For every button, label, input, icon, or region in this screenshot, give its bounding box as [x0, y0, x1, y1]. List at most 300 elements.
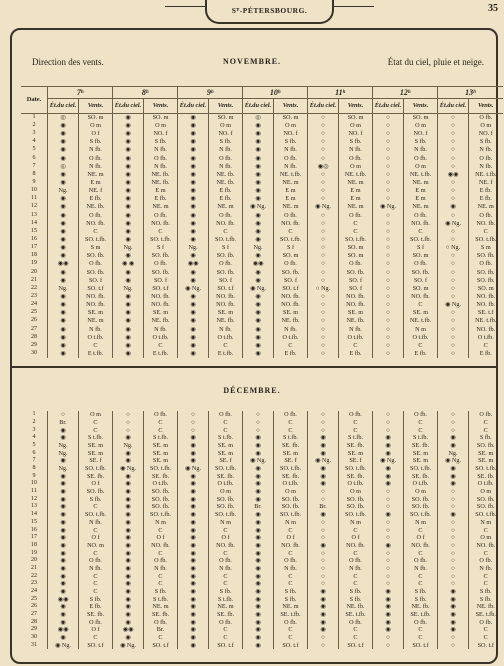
wind-cell: NO. f	[339, 130, 373, 138]
sky-state-cell: ◉	[48, 146, 79, 154]
wind-cell: N fb.	[209, 325, 243, 333]
sky-state-cell: ○	[373, 526, 404, 534]
sky-state-cell: ◉	[48, 138, 79, 146]
wind-cell: SE. fb.	[209, 611, 243, 619]
sky-state-cell: ○	[373, 519, 404, 527]
wind-cell: NE. m	[274, 179, 308, 187]
sky-state-cell: ◉	[113, 333, 144, 341]
wind-cell: N fb.	[209, 146, 243, 154]
sky-state-cell: ◉	[113, 236, 144, 244]
wind-cell: C	[79, 227, 113, 235]
sky-state-cell: ◉	[373, 473, 404, 481]
sky-state-cell: ◉	[113, 519, 144, 527]
sky-state-cell: ◉	[438, 511, 469, 519]
wind-cell: NO. fb.	[404, 293, 438, 301]
date-cell: 9	[32, 472, 36, 479]
wind-cell: O fb.	[339, 260, 373, 268]
sky-state-cell: ◉	[113, 170, 144, 178]
hour-header: 13ʰ	[438, 87, 503, 99]
wind-cell: SO. t.fb.	[209, 465, 243, 473]
sky-state-cell: ◉	[243, 341, 274, 349]
wind-cell: SO. fb.	[469, 503, 503, 511]
wind-cell: O t.fb.	[469, 480, 503, 488]
wind-cell: C	[274, 526, 308, 534]
sky-state-cell: ◉	[113, 480, 144, 488]
wind-cell: NO. fb.	[144, 219, 178, 227]
sky-state-cell: ◉	[308, 596, 339, 604]
sky-state-cell: ◉	[243, 301, 274, 309]
sky-state-cell: ◉	[48, 154, 79, 162]
sky-state-cell: ◉	[113, 449, 144, 457]
city-cartouche	[205, 0, 334, 24]
wind-cell: C	[274, 634, 308, 642]
sky-state-cell: ◉	[243, 449, 274, 457]
wind-cell: S fb.	[144, 138, 178, 146]
wind-cell: SO. t.f	[469, 642, 503, 650]
sky-state-cell: ◉	[48, 565, 79, 573]
date-cell: 27	[31, 611, 37, 618]
sky-state-cell: ◉	[178, 542, 209, 550]
wind-cell: S fb.	[274, 596, 308, 604]
wind-cell: O fb.	[144, 260, 178, 268]
wind-cell: SO. t.f	[209, 642, 243, 650]
sky-state-cell: ◉	[113, 534, 144, 542]
sky-state-cell: ○	[373, 426, 404, 434]
wind-header: Vents.	[79, 99, 113, 114]
wind-cell: O t.fb.	[469, 333, 503, 341]
wind-cell: O t.fb.	[209, 480, 243, 488]
table-row	[21, 317, 503, 325]
sky-state-cell: ◉	[113, 572, 144, 580]
wind-cell: NO. f	[274, 130, 308, 138]
wind-cell: C	[339, 526, 373, 534]
wind-cell: N fb.	[274, 565, 308, 573]
sky-state-cell: ◉	[113, 219, 144, 227]
sky-state-cell: ◉	[48, 179, 79, 187]
date-cell: 24	[31, 588, 37, 594]
wind-cell: SE. fb.	[339, 442, 373, 450]
wind-cell: O fb.	[404, 154, 438, 162]
date-cell: 31	[31, 641, 37, 648]
wind-cell: O fb.	[209, 411, 243, 419]
sky-state-cell: ◉	[113, 293, 144, 301]
sky-state-cell: ◉◉	[48, 596, 79, 604]
sky-state-cell: ○	[373, 301, 404, 309]
wind-cell: C	[469, 426, 503, 434]
table-row	[21, 260, 503, 268]
wind-cell: NO. fb.	[144, 301, 178, 309]
table-row	[21, 325, 503, 333]
sky-state-header: Ét.du ciel.	[178, 99, 209, 114]
sky-state-cell: ○	[373, 219, 404, 227]
sky-state-cell: ○	[308, 496, 339, 504]
sky-state-cell: ◉	[48, 293, 79, 301]
sky-state-cell: ○	[308, 146, 339, 154]
table-row	[21, 301, 503, 309]
wind-cell: O fb.	[144, 557, 178, 565]
wind-cell: NO. fb.	[404, 219, 438, 227]
sky-state-cell: ◉ Ng.	[178, 465, 209, 473]
sky-state-cell: ◉◎	[308, 162, 339, 170]
table-row	[21, 434, 503, 442]
sky-state-header: Ét.du ciel.	[438, 99, 469, 114]
wind-cell: SO. fb.	[209, 496, 243, 504]
sky-state-cell: ◉	[243, 293, 274, 301]
wind-cell: NE. t.fb.	[404, 317, 438, 325]
wind-cell: O fb.	[209, 619, 243, 627]
wind-cell: N m	[404, 325, 438, 333]
sky-state-cell: ◉	[113, 122, 144, 130]
wind-cell: SO. fb.	[469, 252, 503, 260]
wind-cell: C	[209, 580, 243, 588]
sky-state-cell: ◉	[48, 276, 79, 284]
sky-state-cell: ◉	[243, 465, 274, 473]
wind-cell: O fb.	[274, 411, 308, 419]
date-cell: 27	[31, 325, 37, 332]
wind-cell: S fb.	[79, 496, 113, 504]
wind-cell: Br.	[144, 626, 178, 634]
wind-cell: N fb.	[209, 162, 243, 170]
wind-cell: E fb.	[469, 187, 503, 195]
wind-cell: C	[79, 341, 113, 349]
date-cell: 29	[31, 626, 37, 633]
sky-state-cell: ◉	[113, 146, 144, 154]
wind-cell: C	[469, 572, 503, 580]
sky-state-cell: ○	[308, 179, 339, 187]
wind-cell: SO. m	[274, 252, 308, 260]
sky-state-cell: ◉	[178, 549, 209, 557]
table-row	[21, 465, 503, 473]
sky-state-cell: ◉ Ng.	[178, 284, 209, 292]
wind-cell: NE. m	[209, 603, 243, 611]
wind-cell: O fb.	[144, 211, 178, 219]
wind-cell: NO. f	[404, 130, 438, 138]
wind-cell: NO. fb.	[339, 301, 373, 309]
date-cell: 12	[31, 495, 37, 502]
sky-state-cell: ◉	[308, 619, 339, 627]
sky-state-cell: ◉	[113, 588, 144, 596]
date-cell: 24	[31, 301, 37, 308]
wind-cell: S fb.	[209, 138, 243, 146]
sky-state-cell: ◉	[113, 549, 144, 557]
wind-cell: NE. m	[79, 170, 113, 178]
wind-cell: NO. f	[144, 130, 178, 138]
wind-cell: SO. t.f	[144, 284, 178, 292]
sky-state-cell: ◉	[48, 549, 79, 557]
wind-cell: S f	[274, 244, 308, 252]
wind-cell: E m	[339, 195, 373, 203]
wind-cell: SE. m	[144, 449, 178, 457]
sky-state-cell: ○	[308, 138, 339, 146]
sky-state-cell: ○	[308, 634, 339, 642]
date-cell: 21	[31, 564, 37, 571]
sky-state-cell: ◉	[243, 542, 274, 550]
sky-state-cell: Ng.	[178, 244, 209, 252]
wind-cell: NO. m	[79, 542, 113, 550]
date-cell: 6	[32, 449, 36, 456]
wind-cell: S fb.	[469, 596, 503, 604]
wind-cell: SO. t.fb.	[404, 236, 438, 244]
sky-state-cell: ◉	[113, 187, 144, 195]
wind-cell: SO. t.f	[79, 284, 113, 292]
wind-cell: C	[404, 227, 438, 235]
wind-cell: NE. fb.	[209, 179, 243, 187]
sky-state-cell: ◉	[113, 268, 144, 276]
wind-cell: NO. fb.	[469, 293, 503, 301]
sky-state-cell: ◉	[113, 565, 144, 573]
wind-cell: O m	[469, 122, 503, 130]
table-row	[21, 244, 503, 252]
sky-state-cell: ◉	[308, 542, 339, 550]
wind-cell: SO. m	[144, 114, 178, 122]
wind-cell: SE. m	[339, 449, 373, 457]
wind-cell: SE. m	[209, 442, 243, 450]
wind-cell: C	[404, 572, 438, 580]
table-row	[21, 211, 503, 219]
table-row	[21, 580, 503, 588]
wind-cell: SO. m	[274, 114, 308, 122]
wind-cell: C	[274, 580, 308, 588]
sky-state-cell: ○	[308, 268, 339, 276]
table-row	[21, 565, 503, 573]
sky-state-cell: ◉	[113, 309, 144, 317]
sky-state-cell: ◉	[373, 603, 404, 611]
wind-cell: C	[274, 341, 308, 349]
wind-cell: NO. fb.	[79, 219, 113, 227]
wind-cell: NO. fb.	[144, 293, 178, 301]
sky-state-cell: ○	[308, 293, 339, 301]
sky-state-cell: ◉	[48, 526, 79, 534]
sky-state-cell: ○	[308, 341, 339, 349]
sky-state-cell: ○	[373, 317, 404, 325]
date-cell: 8	[32, 170, 36, 177]
sky-state-cell: ◉	[178, 317, 209, 325]
wind-cell: O m	[469, 488, 503, 496]
wind-cell: SO. t.f	[79, 642, 113, 650]
wind-cell: E t.fb.	[79, 350, 113, 358]
wind-cell: N m	[209, 519, 243, 527]
sky-state-header: Ét.du ciel.	[243, 99, 274, 114]
sky-state-cell: ◉	[308, 473, 339, 481]
sky-state-cell: ○	[308, 534, 339, 542]
wind-header: Vents.	[469, 99, 503, 114]
sky-state-cell: ◉	[178, 276, 209, 284]
sky-state-cell: ◉	[308, 588, 339, 596]
sky-state-cell: ○	[438, 488, 469, 496]
wind-cell: O m	[404, 488, 438, 496]
table-row	[21, 268, 503, 276]
wind-cell: C	[404, 634, 438, 642]
wind-cell: E fb.	[209, 195, 243, 203]
sky-state-cell: ◉	[438, 626, 469, 634]
wind-cell: N fb.	[469, 146, 503, 154]
date-cell: 18	[31, 252, 37, 259]
wind-cell: N fb.	[144, 565, 178, 573]
sky-state-cell: ○	[373, 236, 404, 244]
wind-header: Vents.	[144, 99, 178, 114]
wind-cell: O f	[274, 534, 308, 542]
wind-cell: C	[274, 626, 308, 634]
wind-cell: O fb.	[339, 154, 373, 162]
table-row	[21, 309, 503, 317]
sky-state-cell: ◉	[438, 596, 469, 604]
wind-cell: O t.fb.	[404, 480, 438, 488]
sky-state-cell: ◉	[48, 309, 79, 317]
wind-cell: S t.fb.	[209, 434, 243, 442]
wind-cell: S fb.	[469, 434, 503, 442]
table-row	[21, 626, 503, 634]
sky-state-cell: ○	[438, 114, 469, 122]
wind-cell: C	[339, 626, 373, 634]
sky-state-cell: ◉	[178, 473, 209, 481]
sky-state-cell: ○	[308, 565, 339, 573]
sky-state-cell: ◉	[178, 333, 209, 341]
date-cell: 13	[31, 211, 37, 218]
sky-state-cell: ◉	[243, 526, 274, 534]
sky-state-cell: ○	[438, 580, 469, 588]
wind-cell: S t.fb.	[339, 434, 373, 442]
sky-state-cell: ○	[438, 642, 469, 650]
date-cell: 29	[31, 341, 37, 348]
sky-state-cell: ◉	[308, 449, 339, 457]
sky-state-cell: Ng.	[243, 244, 274, 252]
wind-cell: NO. fb.	[274, 293, 308, 301]
wind-cell: S fb.	[339, 138, 373, 146]
sky-state-cell: ○	[373, 534, 404, 542]
month-divider	[10, 366, 498, 368]
table-row	[21, 588, 503, 596]
hour-header: 12ʰ	[373, 87, 438, 99]
date-cell: 10	[31, 480, 37, 487]
sky-state-cell: ○	[308, 411, 339, 419]
sky-state-cell: ◉	[243, 511, 274, 519]
wind-cell: SO. fb.	[209, 252, 243, 260]
wind-cell: NE. m	[339, 203, 373, 211]
wind-cell: SO. fb.	[209, 503, 243, 511]
sky-state-cell: ◉	[178, 519, 209, 527]
sky-state-cell: ◉	[113, 473, 144, 481]
wind-cell: NO. fb.	[469, 542, 503, 550]
sky-state-cell: Ng.	[438, 449, 469, 457]
wind-cell: E m	[339, 187, 373, 195]
sky-state-cell: ◉	[178, 434, 209, 442]
wind-cell: C	[339, 634, 373, 642]
wind-cell: SO. m	[79, 114, 113, 122]
sky-state-cell: ○	[373, 170, 404, 178]
wind-cell: SO. fb.	[274, 268, 308, 276]
sky-state-cell: ○	[373, 154, 404, 162]
wind-cell: NE. t.fb.	[274, 170, 308, 178]
sky-state-cell: ○	[373, 496, 404, 504]
sky-state-cell: ◉	[308, 442, 339, 450]
sky-state-cell: Br.	[48, 419, 79, 427]
wind-cell: SO. t.fb.	[339, 465, 373, 473]
wind-cell: SO. fb.	[469, 442, 503, 450]
sky-state-cell: ○	[308, 211, 339, 219]
sky-state-cell: ○	[308, 195, 339, 203]
sky-state-cell: ◉	[113, 603, 144, 611]
wind-cell: NE. t.fb.	[469, 170, 503, 178]
date-cell: 7	[32, 457, 36, 464]
wind-cell: E m	[274, 187, 308, 195]
sky-state-cell: ○	[438, 309, 469, 317]
wind-cell: SE. m	[274, 309, 308, 317]
wind-cell: S fb.	[469, 588, 503, 596]
wind-cell: NO. fb.	[209, 301, 243, 309]
sky-state-cell: ◉	[438, 434, 469, 442]
wind-cell: O fb.	[144, 154, 178, 162]
wind-cell: N fb.	[404, 146, 438, 154]
sky-state-cell: ◉	[113, 138, 144, 146]
date-cell: 25	[31, 595, 37, 602]
sky-state-cell: ◉	[178, 488, 209, 496]
sky-state-cell: ○	[373, 350, 404, 358]
wind-cell: C	[79, 549, 113, 557]
wind-cell: S m	[79, 244, 113, 252]
sky-state-cell: ◉	[178, 236, 209, 244]
wind-cell: SO. t.f	[209, 284, 243, 292]
wind-cell: C	[339, 549, 373, 557]
hour-header: 8ʰ	[113, 87, 178, 99]
wind-cell: O m	[339, 162, 373, 170]
sky-state-cell: ◉	[178, 557, 209, 565]
wind-cell: E fb.	[144, 195, 178, 203]
sky-state-cell: ◉ Ng.	[308, 203, 339, 211]
wind-cell: SO. t.fb.	[274, 465, 308, 473]
wind-cell: N fb.	[274, 325, 308, 333]
date-cell: 23	[31, 580, 37, 587]
sky-state-cell: ○	[438, 146, 469, 154]
sky-state-cell: ○	[438, 179, 469, 187]
sky-state-cell: ◉	[48, 170, 79, 178]
wind-cell: N fb.	[209, 565, 243, 573]
sky-state-cell: ◉	[113, 634, 144, 642]
wind-cell: O fb.	[339, 411, 373, 419]
sky-state-cell: ○	[308, 154, 339, 162]
sky-state-cell: ◉	[48, 634, 79, 642]
sky-state-cell: ◉	[48, 130, 79, 138]
wind-cell: O m	[469, 534, 503, 542]
sky-state-cell: ○	[438, 284, 469, 292]
wind-cell: NE. fb.	[404, 603, 438, 611]
wind-cell: S f	[209, 244, 243, 252]
sky-state-cell: ◉	[243, 333, 274, 341]
wind-cell: SO. m	[404, 252, 438, 260]
sky-state-cell: ◉	[243, 227, 274, 235]
wind-cell: NO. fb.	[469, 325, 503, 333]
sky-state-cell: ◉	[243, 252, 274, 260]
table-row	[21, 411, 503, 419]
sky-state-cell: ◉	[243, 130, 274, 138]
sky-state-cell: ◉	[438, 480, 469, 488]
date-cell: 19	[31, 260, 37, 267]
sky-state-cell: ◉	[48, 488, 79, 496]
wind-cell: C	[274, 549, 308, 557]
sky-state-cell: ○	[373, 503, 404, 511]
wind-cell: SO. fb.	[144, 496, 178, 504]
wind-cell: SO. t.f	[144, 642, 178, 650]
sky-state-cell: ◉	[178, 642, 209, 650]
sky-state-cell: ◉	[243, 634, 274, 642]
wind-cell: N fb.	[79, 565, 113, 573]
wind-cell: C	[274, 419, 308, 427]
wind-cell: SE. m	[79, 309, 113, 317]
wind-cell: O m	[79, 411, 113, 419]
sky-state-cell: ○	[308, 236, 339, 244]
wind-cell: SE. fb.	[469, 473, 503, 481]
sky-state-cell: ◉	[113, 301, 144, 309]
wind-cell: SE. t.fb.	[274, 611, 308, 619]
